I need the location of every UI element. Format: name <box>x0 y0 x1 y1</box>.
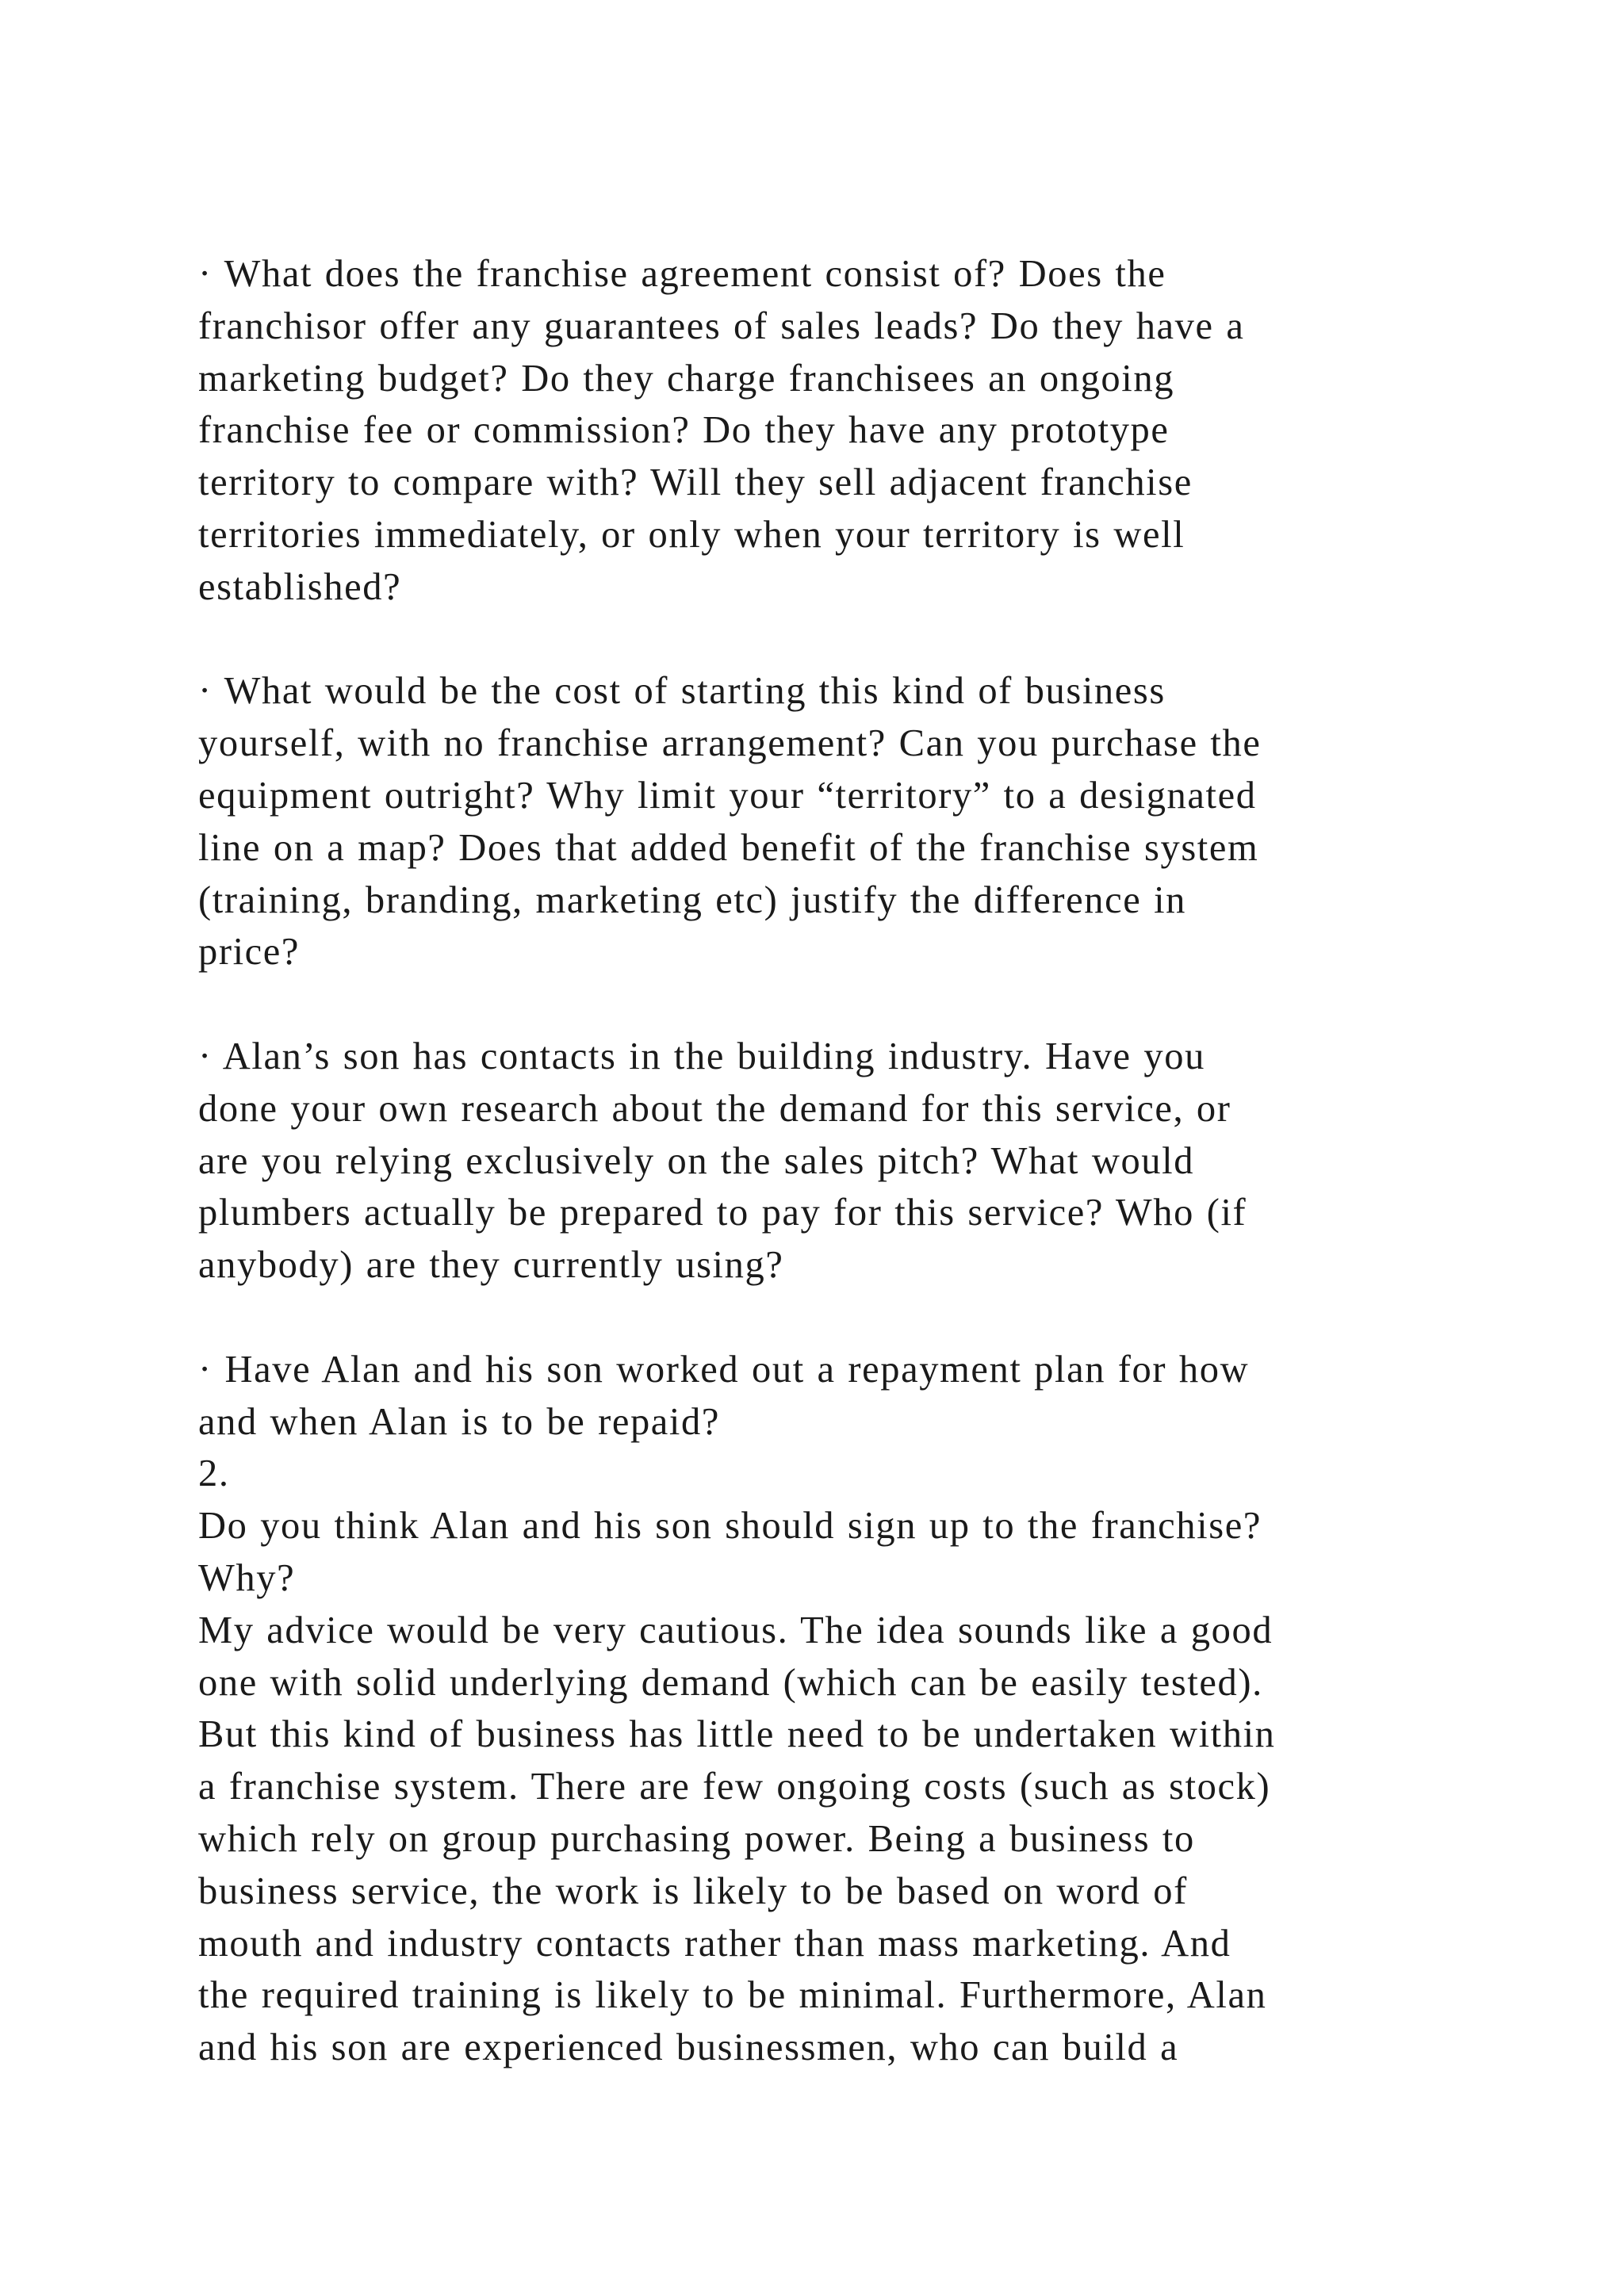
text-line: line on a map? Does that added benefit of the franchise system <box>198 826 1259 869</box>
answer-line: My advice would be very cautious. The idea sounds like a good <box>198 1609 1274 1651</box>
text-line: · Alan’s son has contacts in the building industry. Have you <box>198 1035 1205 1077</box>
paragraph-gap <box>198 978 1435 1031</box>
text-line: equipment outright? Why limit your “territory” to a designated <box>198 774 1257 817</box>
question-text: Why? <box>198 1556 296 1599</box>
question-text: Do you think Alan and his son should sign up to the franchise? <box>198 1505 1262 1548</box>
text-line: · What does the franchise agreement consist of? Does the <box>198 253 1166 295</box>
text-line: are you relying exclusively on the sales pitch? What would <box>198 1139 1195 1182</box>
paragraph-franchise-agreement <box>198 248 1435 614</box>
text-line: yourself, with no franchise arrangement? Can you purchase the <box>198 722 1262 765</box>
answer-line: one with solid underlying demand (which can be easily tested). <box>198 1661 1263 1704</box>
text-line: franchisor offer any guarantees of sales leads? Do they have a <box>198 304 1245 347</box>
text-line: franchise fee or commission? Do they have any prototype <box>198 409 1170 452</box>
answer-line: a franchise system. There are few ongoing costs (such as stock) <box>198 1766 1271 1808</box>
text-line: plumbers actually be prepared to pay for this service? Who (if <box>198 1192 1247 1234</box>
paragraph-demand-research <box>198 1031 1435 1292</box>
text-line: · What would be the cost of starting this kind of business <box>198 670 1166 713</box>
paragraph-gap <box>198 1292 1435 1344</box>
answer-line: business service, the work is likely to be based on word of <box>198 1869 1188 1912</box>
answer-line: But this kind of business has little need to be undertaken within <box>198 1713 1276 1756</box>
answer-line: and his son are experienced businessmen, who can build a <box>198 2026 1179 2069</box>
text-line: price? <box>198 931 301 974</box>
text-line: established? <box>198 565 402 608</box>
text-line: and when Alan is to be repaid? <box>198 1400 720 1443</box>
answer-line: which rely on group purchasing power. Being a business to <box>198 1817 1195 1860</box>
text-line: anybody) are they currently using? <box>198 1244 784 1287</box>
answer-line: the required training is likely to be minimal. Furthermore, Alan <box>198 1974 1267 2017</box>
text-line: · Have Alan and his son worked out a repayment plan for how <box>198 1348 1250 1391</box>
text-line: marketing budget? Do they charge franchisees an ongoing <box>198 357 1175 400</box>
text-line: territory to compare with? Will they sell adjacent franchise <box>198 461 1193 504</box>
paragraph-starting-cost <box>198 665 1435 978</box>
paragraph-gap <box>198 614 1435 666</box>
text-line: (training, branding, marketing etc) justify the difference in <box>198 878 1187 921</box>
document-body <box>198 248 1435 2074</box>
text-line: done your own research about the demand for this service, or <box>198 1087 1231 1130</box>
text-line: territories immediately, or only when your territory is well <box>198 513 1185 556</box>
question-number: 2. <box>198 1452 230 1495</box>
answer-line: mouth and industry contacts rather than mass marketing. And <box>198 1922 1231 1965</box>
paragraph-repayment-and-advice <box>198 1344 1435 2074</box>
